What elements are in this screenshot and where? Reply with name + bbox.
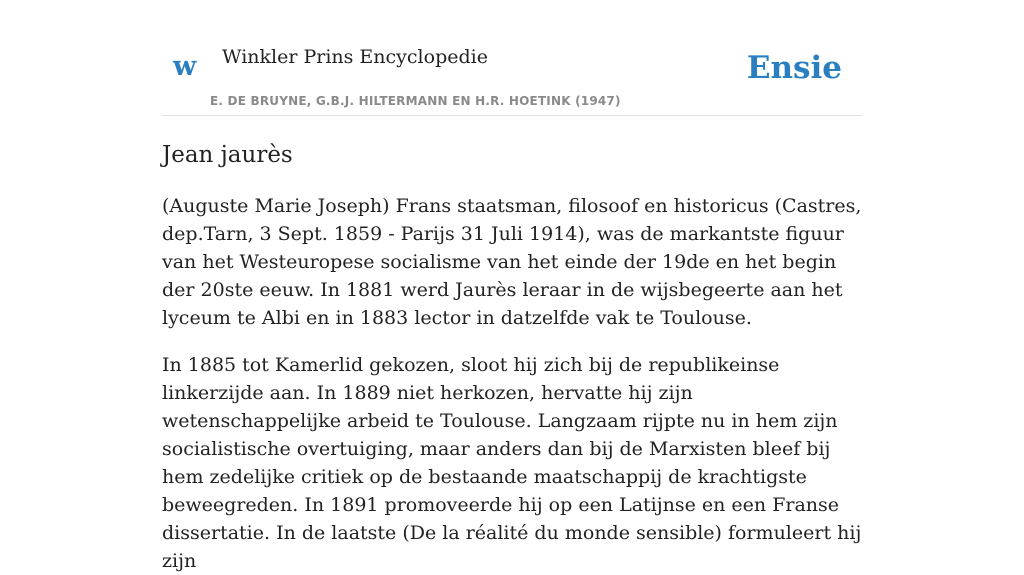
page — [162, 0, 862, 575]
winkler-prins-logo[interactable]: w — [173, 51, 197, 82]
publication-authors: E. DE BRUYNE, G.B.J. HILTERMANN EN H.R. HOETINK (1947) — [210, 94, 621, 108]
article-title: Jean jaurès — [162, 142, 293, 168]
article — [162, 142, 862, 575]
publication-title[interactable]: Winkler Prins Encyclopedie — [222, 46, 488, 68]
article-paragraph: In 1885 tot Kamerlid gekozen, sloot hij zich bij de republikeinse linkerzijde aan. In 1889 niet herkozen, hervatte hij zijn wetenschappelijke arbeid te Toulouse. Langzaam rijpte nu in hem zijn socialistische overtuiging, maar anders dan bij de Marxisten bleef bij hem zedelijke critiek op de bestaande maatschappij de krachtigste beweegreden. In 1891 promoveerde hij op een Latijnse en een Franse dissertatie. In de laatste (De la réalité du monde sensible) formuleert hij zijn — [162, 353, 862, 572]
article-paragraph: (Auguste Marie Joseph) Frans staatsman, filosoof en historicus (Castres, dep.Tarn, 3 Sept. 1859 - Parijs 31 Juli 1914), was de markantste figuur van het Westeuropese socialisme van het einde der 19de en het begin der 20ste eeuw. In 1881 werd Jaurès leraar in de wijsbegeerte aan het lyceum te Albi en in 1883 lector in datzelfde vak te Toulouse. — [162, 194, 862, 329]
site-header — [162, 0, 862, 116]
ensie-brand-link[interactable]: Ensie — [746, 50, 842, 86]
